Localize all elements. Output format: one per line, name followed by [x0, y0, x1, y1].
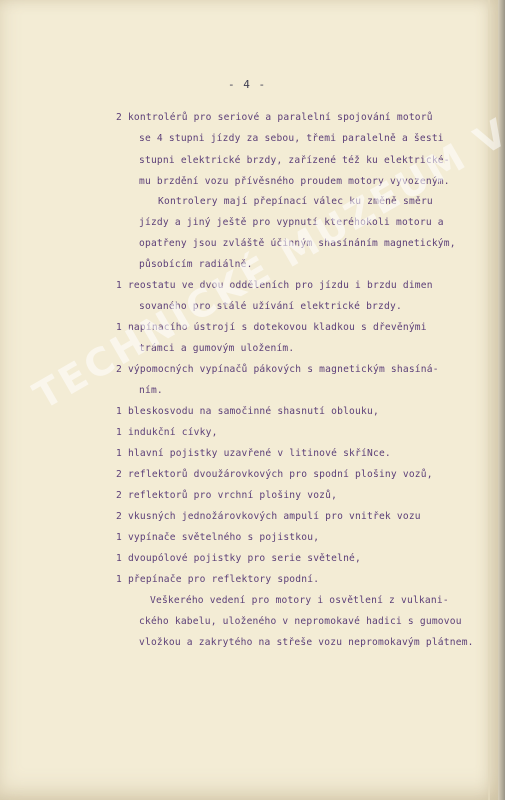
text-line: 1 napínacího ústrojí s dotekovou kladkou s dřevěnými [116, 322, 427, 333]
text-line: jízdy a jiný ještě pro vypnutí kteréhokoli motoru a [139, 217, 444, 228]
text-line: opatřeny jsou zvláště účinným shasínáním magnetickým, [139, 238, 456, 249]
watermark: TECHNICKÉ MUZEUM V [26, 109, 505, 419]
text-line: 1 vypínače světelného s pojistkou, [116, 532, 320, 543]
text-line: vložkou a zakrytého na střeše vozu nepromokavým plátnem. [139, 637, 474, 648]
text-line: 2 reflektorů pro vrchní plošiny vozů, [116, 490, 338, 501]
text-line: mu brzdění vozu přívěsného proudem motory vyvozeným. [139, 176, 450, 187]
text-line: stupni elektrické brzdy, zařízené též ku elektrické- [139, 155, 450, 166]
text-line: 2 kontrolérů pro seriové a paralelní spojování motorů [116, 112, 433, 123]
text-line: 2 vkusných jednožárovkových ampulí pro vnitřek vozu [116, 511, 421, 522]
text-line: 2 reflektorů dvoužárovkových pro spodní plošiny vozů, [116, 469, 433, 480]
text-line: trámci a gumovým uložením. [139, 343, 295, 354]
text-line: Veškerého vedení pro motory i osvětlení z vulkani- [150, 595, 449, 606]
text-line: působícím radiálně. [139, 259, 253, 270]
text-line: 1 hlavní pojistky uzavřené v litinové skříNce. [116, 448, 391, 459]
text-line: 1 indukční cívky, [116, 427, 218, 438]
text-line: Kontrolery mají přepínací válec ku změně směru [158, 196, 433, 207]
text-line: sovaného pro stálé užívání elektrické brzdy. [139, 301, 402, 312]
text-line: 1 reostatu ve dvou odděleních pro jízdu i brzdu dimen [116, 280, 433, 291]
text-line: 1 bleskosvodu na samočinné shasnutí oblouku, [116, 406, 379, 417]
text-line: 1 přepínače pro reflektory spodní. [116, 574, 320, 585]
text-line: 2 výpomocných vypínačů pákových s magnetickým shasíná- [116, 364, 439, 375]
page-number: - 4 - [228, 78, 267, 91]
text-line: 1 dvoupólové pojistky pro serie světelné, [116, 553, 362, 564]
text-line: ním. [139, 385, 163, 396]
text-line: ckého kabelu, uloženého v nepromokavé hadici s gumovou [139, 616, 462, 627]
text-line: se 4 stupni jízdy za sebou, třemi paralelně a šesti [139, 133, 444, 144]
